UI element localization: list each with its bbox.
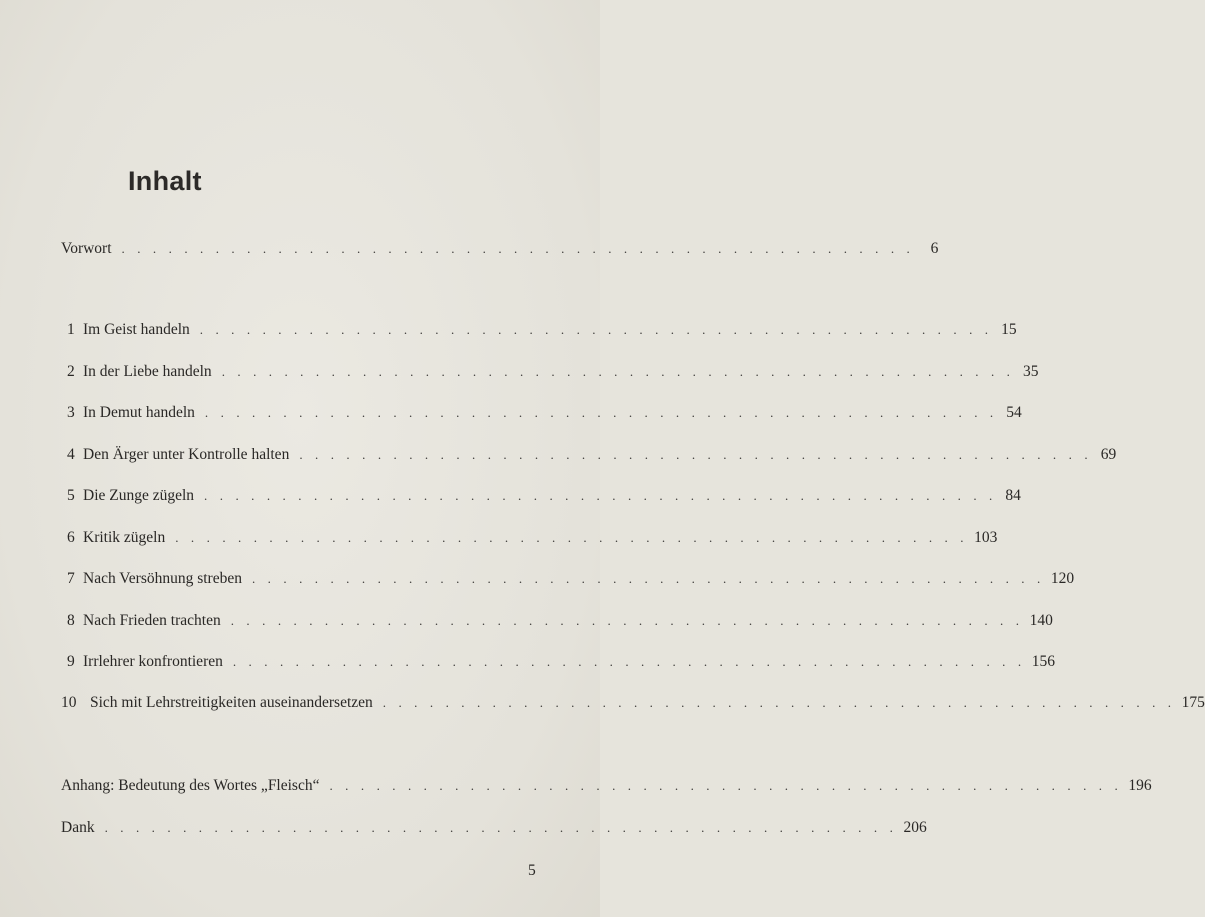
toc-entry-page: 69 bbox=[1100, 446, 1117, 463]
toc-entry-label: Kritik zügeln bbox=[83, 529, 166, 546]
dot-leader: . . . . . . . . . . . . . . . . . . . . . . . . . . . . . . . . . . . . . . . . . . . . . . . . . . . bbox=[251, 571, 1045, 586]
toc-entry-label: In Demut handeln bbox=[83, 404, 195, 421]
toc-entry-page: 175 bbox=[1181, 694, 1205, 711]
toc-entry-page: 54 bbox=[1006, 404, 1022, 421]
page-title: Inhalt bbox=[128, 166, 202, 196]
toc-entry-page: 196 bbox=[1128, 777, 1152, 794]
toc-entry-chapter-5 bbox=[61, 485, 1021, 507]
dot-leader: . . . . . . . . . . . . . . . . . . . . . . . . . . . . . . . . . . . . . . . . . . . . . . . . . . . bbox=[204, 488, 997, 503]
toc-entry-chapter-6 bbox=[61, 527, 998, 549]
page-number: 5 bbox=[528, 862, 536, 879]
toc-entry-page: 6 bbox=[930, 240, 939, 257]
chapter-number: 5 bbox=[67, 487, 75, 504]
toc-entry-page: 120 bbox=[1050, 570, 1075, 587]
dot-leader: . . . . . . . . . . . . . . . . . . . . . . . . . . . . . . . . . . . . . . . . . . . . . . . . . . . bbox=[199, 322, 993, 337]
dot-leader: . . . . . . . . . . . . . . . . . . . . . . . . . . . . . . . . . . . . . . . . . . . . . . . . . . . bbox=[221, 364, 1015, 379]
chapter-number: 9 bbox=[67, 653, 75, 670]
toc-entry-chapter-10 bbox=[61, 692, 1205, 714]
dot-leader: . . . . . . . . . . . . . . . . . . . . . . . . . . . . . . . . . . . . . . . . . . . . . . . . . . . bbox=[382, 695, 1176, 710]
chapter-number: 2 bbox=[67, 363, 75, 380]
toc-entry-chapter-1 bbox=[61, 319, 1017, 341]
toc-entry-label: Sich mit Lehrstreitigkeiten auseinandersetzen bbox=[90, 694, 373, 711]
toc-entry-page: 156 bbox=[1031, 653, 1055, 670]
dot-leader: . . . . . . . . . . . . . . . . . . . . . . . . . . . . . . . . . . . . . . . . . . . . . . . . . . . bbox=[204, 405, 998, 420]
dot-leader: . . . . . . . . . . . . . . . . . . . . . . . . . . . . . . . . . . . . . . . . . . . . . . . . . . . bbox=[230, 613, 1024, 628]
toc-entry-label: Anhang: Bedeutung des Wortes „Fleisch“ bbox=[61, 777, 320, 794]
toc-entry-page: 84 bbox=[1005, 487, 1021, 504]
toc-entry-label: Vorwort bbox=[61, 240, 112, 257]
toc-entry-chapter-3 bbox=[61, 402, 1022, 424]
toc-entry-page: 206 bbox=[903, 819, 927, 836]
chapter-number: 7 bbox=[67, 570, 75, 587]
toc-entry-label: Die Zunge zügeln bbox=[83, 487, 195, 504]
dot-leader: . . . . . . . . . . . . . . . . . . . . . . . . . . . . . . . . . . . . . . . . . . . . . . . . . . . bbox=[104, 820, 898, 835]
toc-entry-chapter-4 bbox=[61, 444, 1117, 466]
chapter-number: 10 bbox=[61, 694, 77, 711]
toc-entry-page: 103 bbox=[974, 529, 998, 546]
toc-entry-page: 35 bbox=[1023, 363, 1039, 380]
dot-leader: . . . . . . . . . . . . . . . . . . . . . . . . . . . . . . . . . . . . . . . . . . . . . . . . . . . bbox=[121, 241, 915, 256]
toc-entry-dank bbox=[61, 817, 927, 839]
chapter-number: 6 bbox=[67, 529, 75, 546]
toc-entry-label: Den Ärger unter Kontrolle halten bbox=[83, 446, 290, 463]
chapter-number: 8 bbox=[67, 612, 75, 629]
toc-entry-label: Irrlehrer konfrontieren bbox=[83, 653, 223, 670]
toc-entry-anhang bbox=[61, 775, 1152, 797]
toc-entry-chapter-7 bbox=[61, 568, 1075, 590]
chapter-number: 3 bbox=[67, 404, 75, 421]
toc-entry-label: Nach Versöhnung streben bbox=[83, 570, 242, 587]
toc-entry-label: In der Liebe handeln bbox=[83, 363, 212, 380]
chapter-number: 4 bbox=[67, 446, 75, 463]
dot-leader: . . . . . . . . . . . . . . . . . . . . . . . . . . . . . . . . . . . . . . . . . . . . . . . . . . . bbox=[329, 778, 1123, 793]
dot-leader: . . . . . . . . . . . . . . . . . . . . . . . . . . . . . . . . . . . . . . . . . . . . . . . . . . . bbox=[232, 654, 1026, 669]
toc-entry-label: Dank bbox=[61, 819, 95, 836]
toc-entry-chapter-2 bbox=[61, 361, 1039, 383]
dot-leader: . . . . . . . . . . . . . . . . . . . . . . . . . . . . . . . . . . . . . . . . . . . . . . . . . . . bbox=[299, 447, 1093, 462]
toc-entry-label: Nach Frieden trachten bbox=[83, 612, 221, 629]
toc-entry-chapter-8 bbox=[61, 610, 1053, 632]
dot-leader: . . . . . . . . . . . . . . . . . . . . . . . . . . . . . . . . . . . . . . . . . . . . . . . . . . . bbox=[175, 530, 969, 545]
toc-entry-chapter-9 bbox=[61, 651, 1055, 673]
toc-entry-label: Im Geist handeln bbox=[83, 321, 190, 338]
toc-entry-page: 140 bbox=[1029, 612, 1053, 629]
toc-entry-vorwort bbox=[61, 238, 939, 260]
toc-entry-page: 15 bbox=[1001, 321, 1017, 338]
chapter-number: 1 bbox=[67, 321, 75, 338]
